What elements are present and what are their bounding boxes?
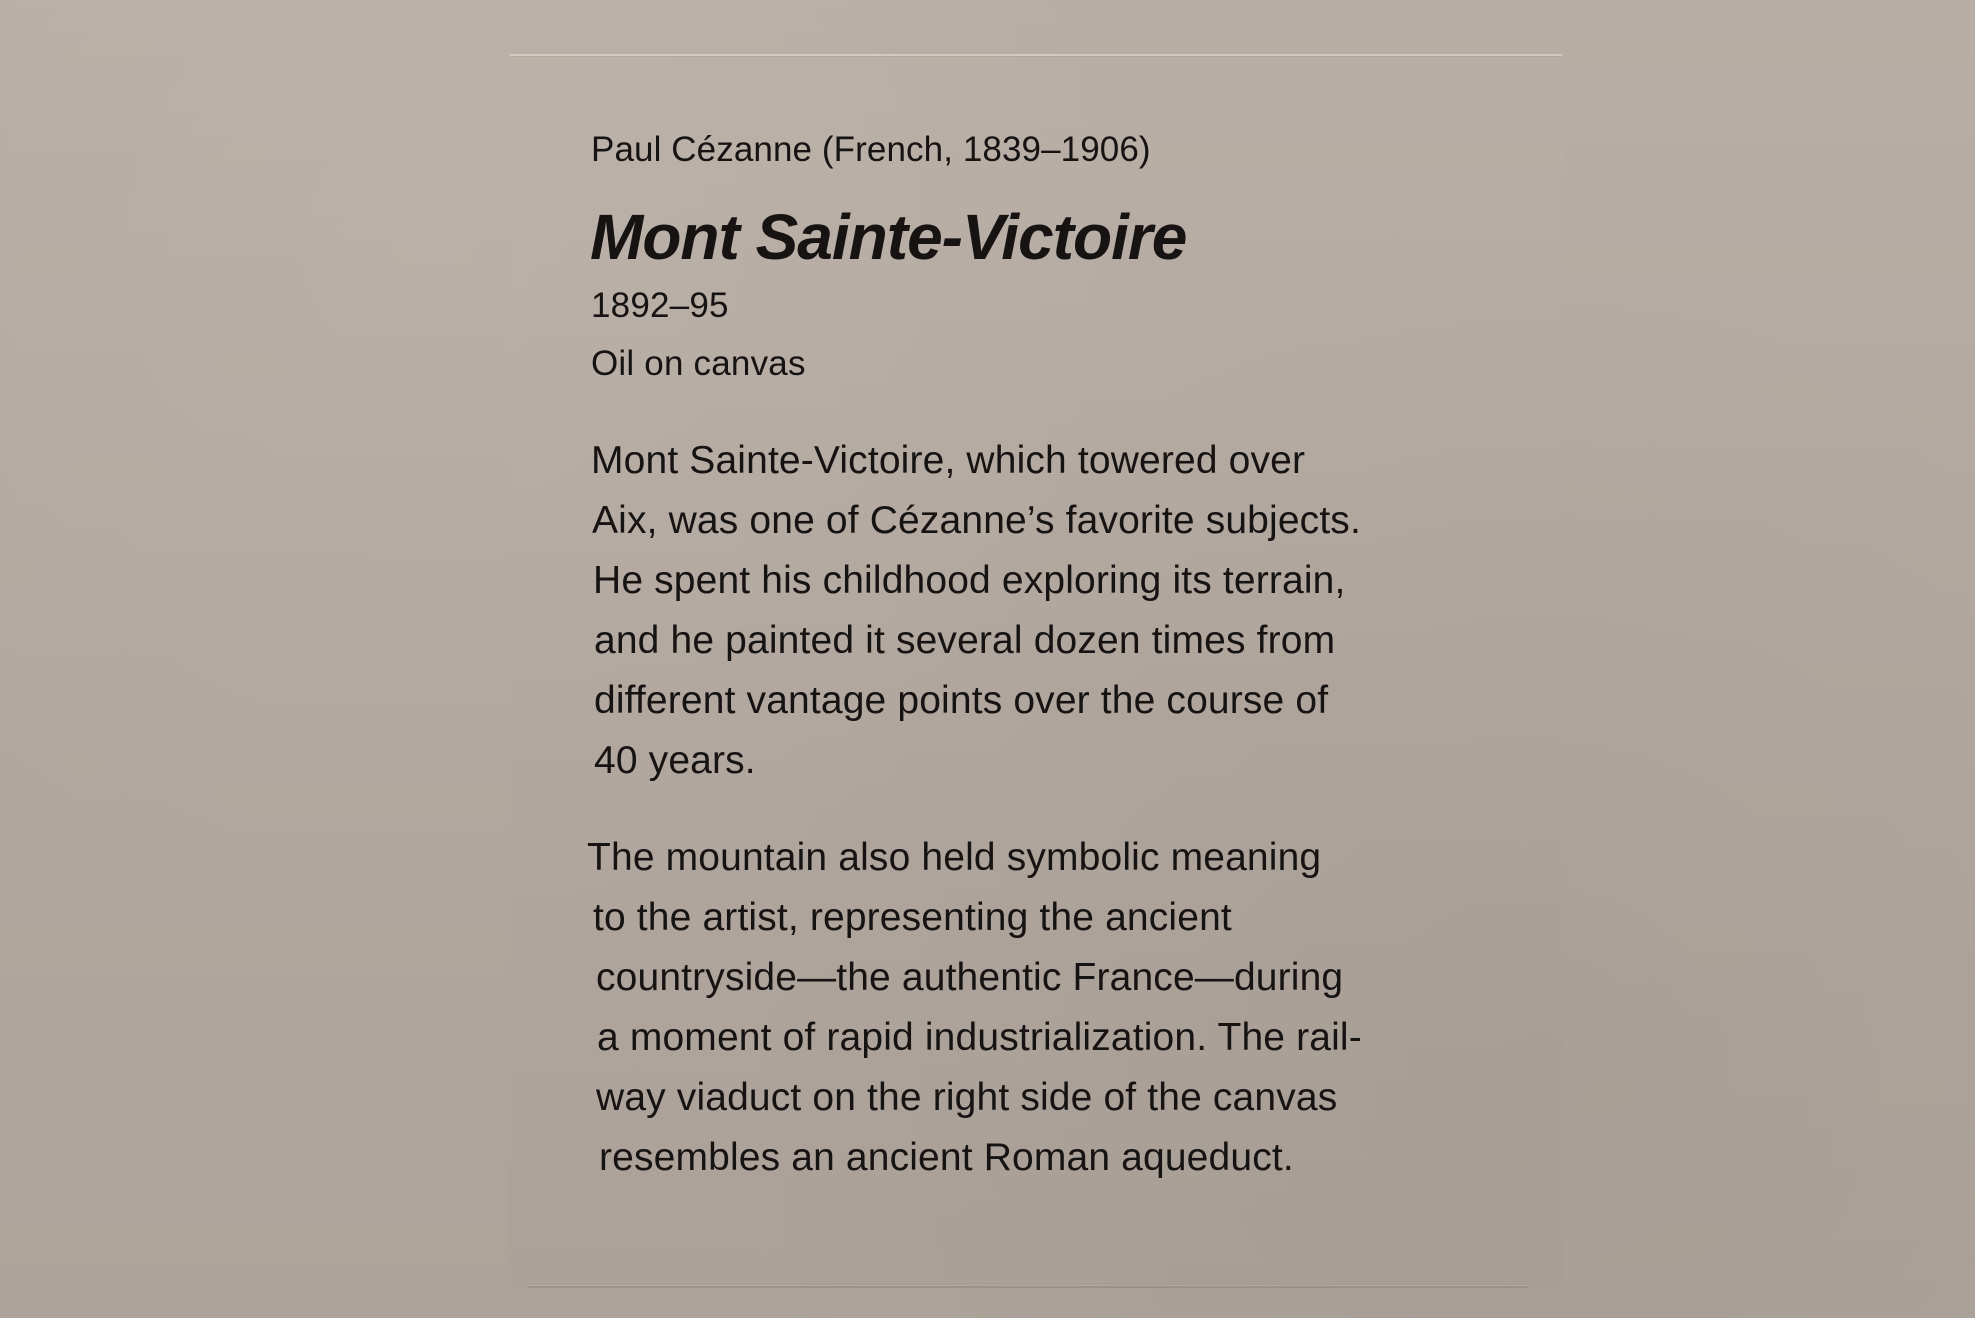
panel-bottom-edge (528, 1286, 1528, 1288)
paragraph-one-line-4: and he painted it several dozen times from (594, 619, 1336, 662)
description-paragraph-one (591, 431, 1451, 791)
paragraph-one-line-6: 40 years. (594, 739, 756, 782)
panel-top-edge (510, 54, 1562, 56)
paragraph-two-line-4: a moment of rapid industrialization. The rail- (597, 1016, 1362, 1059)
description-paragraph-two (587, 828, 1451, 1188)
paragraph-one-line-2: Aix, was one of Cézanne’s favorite subjects. (592, 499, 1361, 542)
artwork-date: 1892–95 (591, 286, 729, 325)
artwork-title: Mont Sainte-Victoire (590, 201, 1187, 273)
artwork-medium: Oil on canvas (591, 344, 806, 383)
paragraph-two-line-6: resembles an ancient Roman aqueduct. (599, 1136, 1294, 1179)
paragraph-two-line-5: way viaduct on the right side of the canvas (596, 1076, 1338, 1119)
paragraph-one-line-5: different vantage points over the course of (594, 679, 1329, 722)
paragraph-two-line-3: countryside—the authentic France—during (596, 956, 1344, 999)
paragraph-one-line-1: Mont Sainte-Victoire, which towered over (591, 439, 1306, 482)
label-content (587, 128, 1451, 1188)
artwork-label-panel (510, 54, 1562, 1288)
paragraph-two-line-1: The mountain also held symbolic meaning (587, 836, 1322, 879)
artist-line: Paul Cézanne (French, 1839–1906) (591, 130, 1151, 169)
paragraph-one-line-3: He spent his childhood exploring its terrain, (593, 559, 1346, 602)
paragraph-two-line-2: to the artist, representing the ancient (593, 896, 1232, 939)
